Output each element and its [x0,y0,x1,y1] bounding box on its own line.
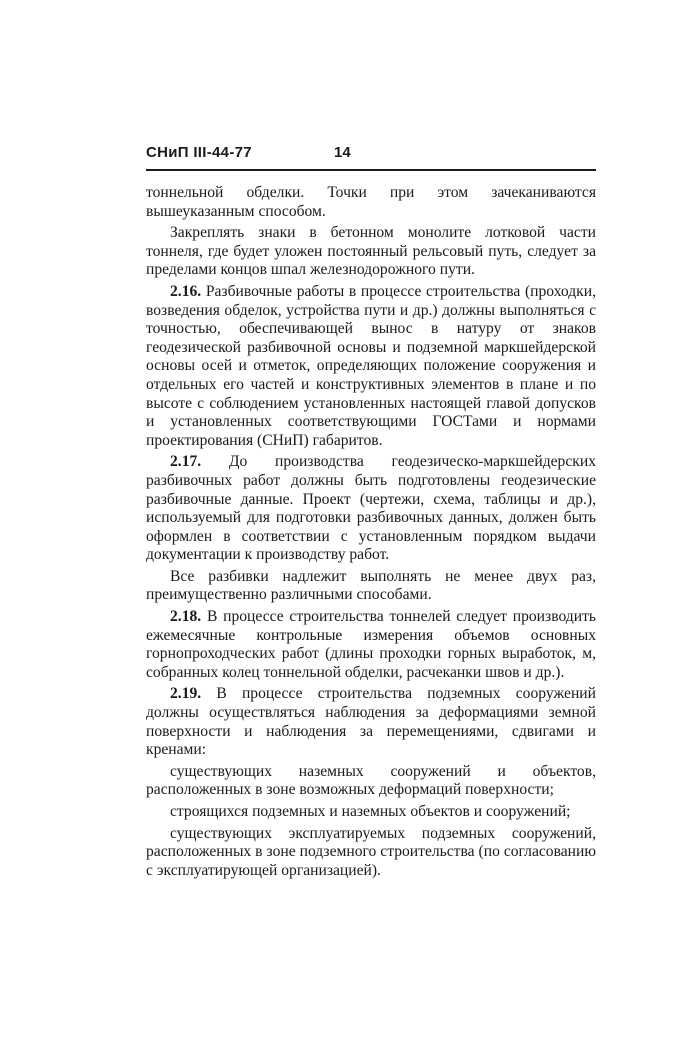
list-item-text: существующих эксплуатируемых подземных сооружений, расположенных в зоне подземного строительства (по согласованию с эксплуатирующей организацией). [146,824,596,879]
list-item-existing-surface-structures [146,763,596,800]
clause-text: В процессе строительства тоннелей следует производить ежемесячные контрольные измерения объемов основных горнопроходческих работ (длины проходки горных выработок, м, собранных колец тоннельной обделки, расчеканки швов и др.). [146,608,596,681]
paragraph-continuation [146,184,596,221]
clause-2-19 [146,685,596,759]
clause-2-16 [146,283,596,450]
paragraph-text: Закреплять знаки в бетонном монолите лотковой части тоннеля, где будет уложен постоянный рельсовый путь, следует за пределами концов шпал железнодорожного пути. [146,224,596,279]
clause-2-17 [146,453,596,565]
paragraph-text: Все разбивки надлежит выполнять не менее двух раз, преимущественно различными способами. [146,567,596,604]
paragraph-layout-twice [146,568,596,605]
paragraph-fixing-marks [146,224,596,280]
list-item-text: существующих наземных сооружений и объектов, расположенных в зоне возможных деформаций поверхности; [146,762,596,799]
clause-number: 2.17. [170,453,202,471]
clause-number: 2.18. [170,608,202,626]
clause-text: До производства геодезическо-маркшейдерских разбивочных работ должны быть подготовлены геодезические разбивочные данные. Проект (чертежи, схема, таблицы и др.), используемый для подготовки разбивочных данных, должен быть оформлен в соответствии с установленным порядком выдачи документации к производству работ. [146,453,596,564]
page-number: 14 [334,144,351,161]
paragraph-text: тоннельной обделки. Точки при этом зачеканиваются вышеуказанным способом. [146,184,596,220]
clause-number: 2.16. [170,282,202,300]
clause-text: В процессе строительства подземных сооружений должны осуществляться наблюдения за деформациями земной поверхности и наблюдения за перемещениями, сдвигами и кренами: [146,685,596,759]
list-item-text: строящихся подземных и наземных объектов и сооружений; [170,803,571,820]
clause-text: Разбивочные работы в процессе строительства (проходки, возведения обделок, устройства пути и др.) должны выполняться с точностью, обеспечивающей вынос в натуру от знаков геодезической разбивочной основы и подземной маркшейдерской основы осей и отметок, определяющих положение сооружения и отдельных его частей и конструктивных элементов в плане и по высоте с соблюдением установленных настоящей главой допусков и установленных соответствующими ГОСТами и нормами проектирования (СНиП) габаритов. [146,282,596,449]
text-body [146,184,596,883]
document-code: СНиП III-44-77 [146,144,252,161]
header-rule [146,169,596,171]
running-head [146,140,596,166]
list-item-structures-under-construction [146,803,596,822]
clause-number: 2.19. [170,685,202,703]
list-item-existing-underground-structures [146,825,596,881]
clause-2-18 [146,608,596,682]
